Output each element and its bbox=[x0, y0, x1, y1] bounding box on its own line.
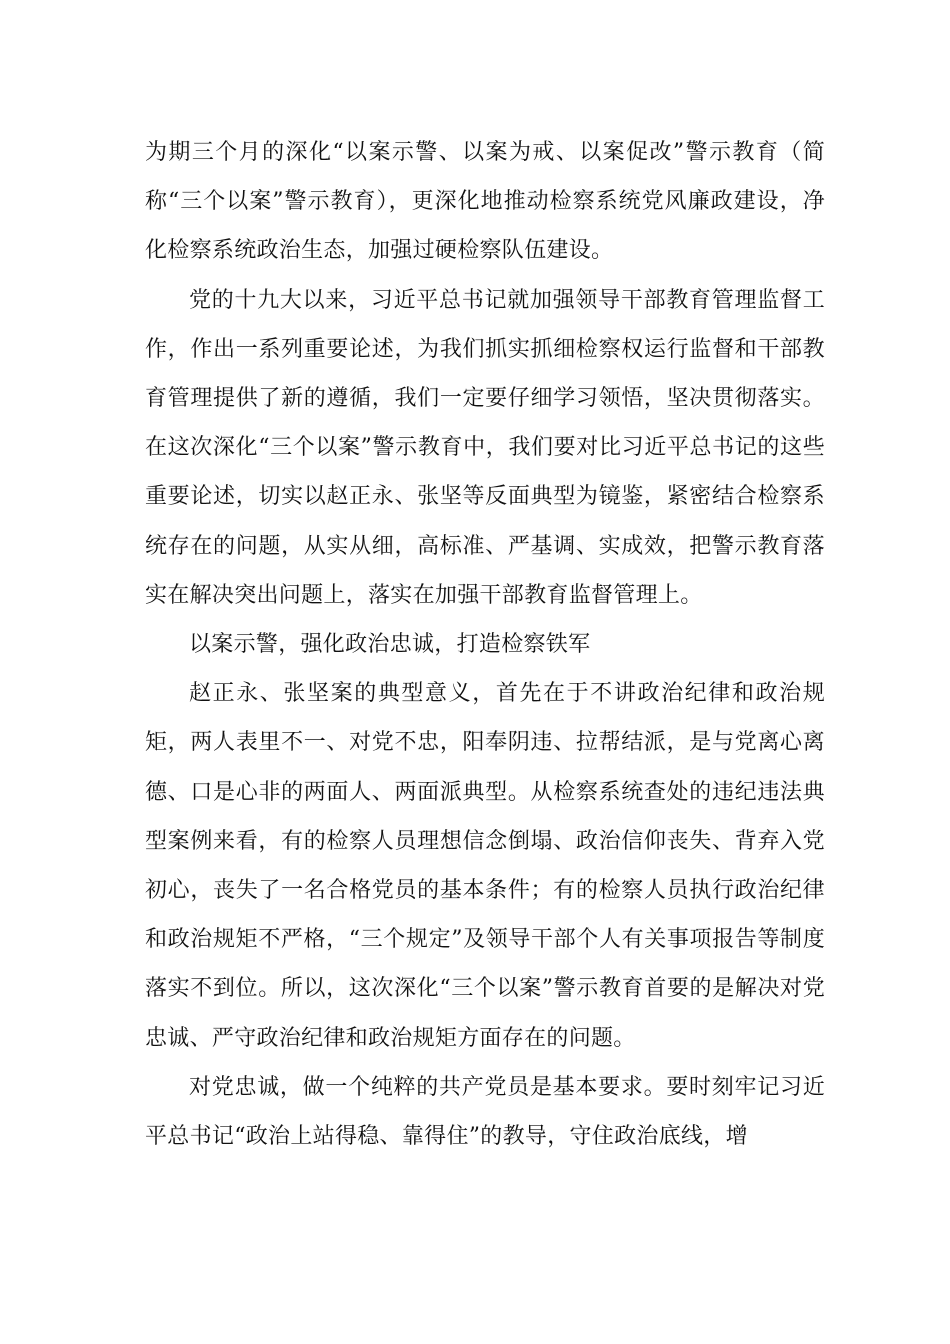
paragraph-4: 对党忠诚，做一个纯粹的共产党员是基本要求。要时刻牢记习近平总书记“政治上站得稳、靠得住”的教导，守住政治底线，增 bbox=[145, 1074, 825, 1150]
section-heading: 以案示警，强化政治忠诚，打造检察铁军 bbox=[189, 632, 591, 658]
paragraph-1: 为期三个月的深化“以案示警、以案为戒、以案促改”警示教育（简称“三个以案”警示教育），更深化地推动检察系统党风廉政建设，净化检察系统政治生态，加强过硬检察队伍建设。 bbox=[145, 140, 825, 264]
paragraph-3: 赵正永、张坚案的典型意义，首先在于不讲政治纪律和政治规矩，两人表里不一、对党不忠，阳奉阴违、拉帮结派，是与党离心离德、口是心非的两面人、两面派典型。从检察系统查处的违纪违法典型案例来看，有的检察人员理想信念倒塌、政治信仰丧失、背弃入党初心，丧失了一名合格党员的基本条件；有的检察人员执行政治纪律和政治规矩不严格，“三个规定”及领导干部个人有关事项报告等制度落实不到位。所以，这次深化“三个以案”警示教育首要的是解决对党忠诚、严守政治纪律和政治规矩方面存在的问题。 bbox=[145, 681, 825, 1051]
paragraph-2: 党的十九大以来，习近平总书记就加强领导干部教育管理监督工作，作出一系列重要论述，为我们抓实抓细检察权运行监督和干部教育管理提供了新的遵循，我们一定要仔细学习领悟，坚决贯彻落实。在这次深化“三个以案”警示教育中，我们要对比习近平总书记的这些重要论述，切实以赵正永、张坚等反面典型为镜鉴，紧密结合检察系统存在的问题，从实从细，高标准、严基调、实成效，把警示教育落实在解决突出问题上，落实在加强干部教育监督管理上。 bbox=[145, 287, 825, 608]
document-body bbox=[145, 128, 825, 1161]
